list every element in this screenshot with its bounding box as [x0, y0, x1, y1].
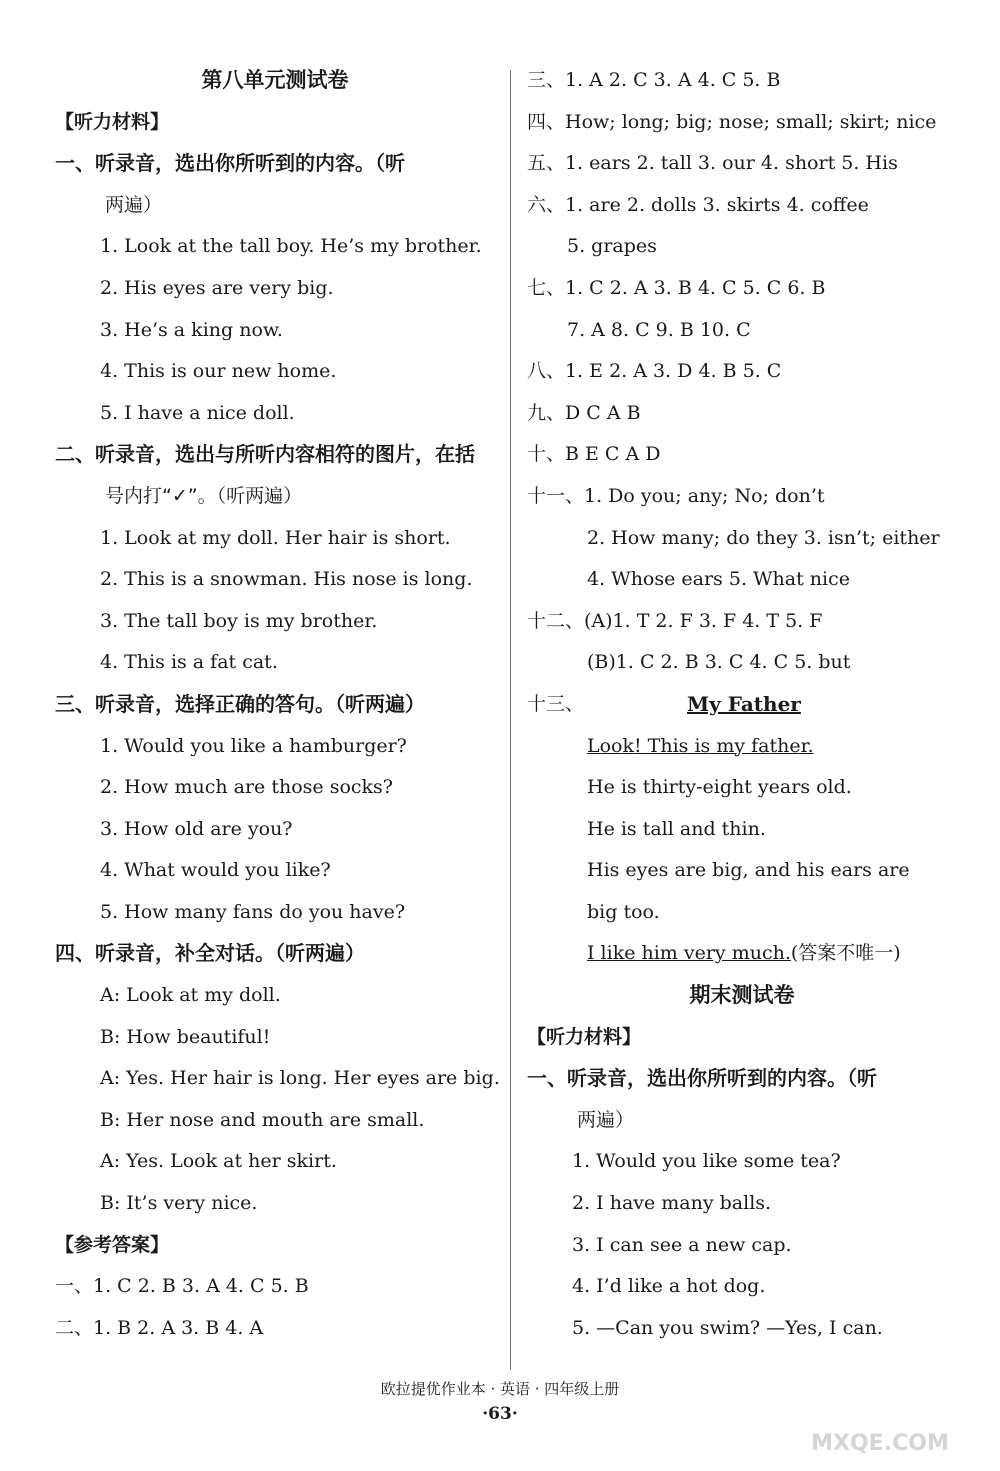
- dialogue-line: A: Look at my doll.: [100, 984, 281, 1007]
- answer-line: 九、D C A B: [527, 401, 641, 424]
- answer-line: 一、1. C 2. B 3. A 4. C 5. B: [55, 1275, 309, 1298]
- dialogue-line: A: Yes. Her hair is long. Her eyes are big.: [100, 1067, 500, 1090]
- list-item: 4. What would you like?: [100, 859, 331, 882]
- list-item: 2. How much are those socks?: [100, 776, 393, 799]
- answer-line: 八、1. E 2. A 3. D 4. B 5. C: [527, 360, 782, 383]
- section-4-heading: 四、听录音，补全对话。（听两遍）: [55, 941, 365, 966]
- essay-note: (答案不唯一): [790, 942, 901, 965]
- section-1-heading: 一、听录音，选出你所听到的内容。（听: [55, 151, 405, 176]
- list-item: 1. Would you like a hamburger?: [100, 734, 407, 757]
- watermark-text: MXQE.COM: [811, 1431, 949, 1456]
- page-number: ·63·: [482, 1404, 518, 1424]
- answer-line: 三、1. A 2. C 3. A 4. C 5. B: [527, 69, 781, 91]
- answer-13-label: 十三、: [527, 692, 585, 715]
- list-item: 5. How many fans do you have?: [100, 900, 406, 923]
- list-item: 1. Would you like some tea?: [572, 1150, 841, 1173]
- list-item: 4. I’d like a hot dog.: [572, 1275, 766, 1298]
- list-item: 3. I can see a new cap.: [572, 1233, 792, 1256]
- answer-line: 五、1. ears 2. tall 3. our 4. short 5. His: [527, 152, 898, 175]
- dialogue-line: B: It’s very nice.: [100, 1192, 258, 1215]
- listening-header: 【听力材料】: [527, 1025, 642, 1048]
- answer-line-cont: 4. Whose ears 5. What nice: [587, 568, 850, 591]
- list-item: 4. This is a fat cat.: [100, 651, 278, 674]
- list-item: 5. I have a nice doll.: [100, 401, 295, 424]
- list-item: 3. The tall boy is my brother.: [100, 609, 378, 632]
- list-item: 2. This is a snowman. His nose is long.: [100, 568, 473, 591]
- section-2-heading: 二、听录音，选出与所听内容相符的图片，在括: [55, 442, 475, 467]
- list-item: 5. —Can you swim? —Yes, I can.: [572, 1316, 883, 1339]
- dialogue-line: A: Yes. Look at her skirt.: [100, 1150, 337, 1173]
- answer-line: 四、How; long; big; nose; small; skirt; nice: [527, 110, 937, 133]
- answer-line: 十一、1. Do you; any; No; don’t: [527, 484, 825, 507]
- essay-title: My Father: [687, 691, 801, 716]
- list-item: 3. He’s a king now.: [100, 318, 283, 341]
- answer-line: 十二、(A)1. T 2. F 3. F 4. T 5. F: [527, 609, 823, 632]
- section-3-heading: 三、听录音，选择正确的答句。（听两遍）: [55, 691, 425, 716]
- essay-last-line: [527, 933, 957, 975]
- answer-header: 【参考答案】: [55, 1233, 170, 1256]
- dialogue-line: B: How beautiful!: [100, 1025, 271, 1048]
- final-section-1-heading-cont: 两遍）: [577, 1108, 635, 1131]
- answer-line-cont: 5. grapes: [567, 235, 657, 258]
- final-test-title: 期末测试卷: [689, 983, 795, 1008]
- unit-test-title: 第八单元测试卷: [201, 68, 349, 92]
- answer-line-cont: (B)1. C 2. B 3. C 4. C 5. but: [587, 651, 851, 674]
- list-item: 3. How old are you?: [100, 817, 293, 840]
- answer-line: 七、1. C 2. A 3. B 4. C 5. C 6. B: [527, 276, 826, 299]
- answer-line-cont: 7. A 8. C 9. B 10. C: [567, 318, 751, 341]
- answer-line: 二、1. B 2. A 3. B 4. A: [55, 1316, 264, 1339]
- listening-header: 【听力材料】: [55, 110, 170, 133]
- answer-line: 十、B E C A D: [527, 443, 661, 466]
- column-divider: [510, 70, 511, 1370]
- essay-line: His eyes are big, and his ears are: [587, 859, 910, 882]
- left-column: [55, 60, 500, 1349]
- right-column: [527, 60, 957, 1349]
- section-1-heading-cont: 两遍）: [105, 193, 163, 216]
- essay-line: big too.: [587, 900, 660, 923]
- list-item: 2. His eyes are very big.: [100, 276, 334, 299]
- list-item: 2. I have many balls.: [572, 1192, 772, 1215]
- page-footer: 欧拉提优作业本 · 英语 · 四年级上册: [380, 1380, 620, 1398]
- answer-line: 六、1. are 2. dolls 3. skirts 4. coffee: [527, 193, 869, 216]
- list-item: 1. Look at the tall boy. He’s my brother.: [100, 235, 482, 258]
- dialogue-line: B: Her nose and mouth are small.: [100, 1108, 425, 1131]
- watermark-logo: [780, 1400, 980, 1460]
- list-item: 4. This is our new home.: [100, 360, 337, 383]
- essay-line: I like him very much.: [587, 942, 791, 965]
- final-section-1-heading: 一、听录音，选出你所听到的内容。（听: [527, 1066, 877, 1091]
- essay-line: Look! This is my father.: [587, 734, 814, 757]
- list-item: 1. Look at my doll. Her hair is short.: [100, 526, 451, 549]
- answer-line-cont: 2. How many; do they 3. isn’t; either: [587, 526, 940, 549]
- essay-line: He is thirty-eight years old.: [587, 776, 852, 799]
- section-2-heading-cont: 号内打“✓”。（听两遍）: [105, 484, 303, 507]
- essay-header-row: [527, 684, 957, 726]
- essay-line: He is tall and thin.: [587, 817, 766, 840]
